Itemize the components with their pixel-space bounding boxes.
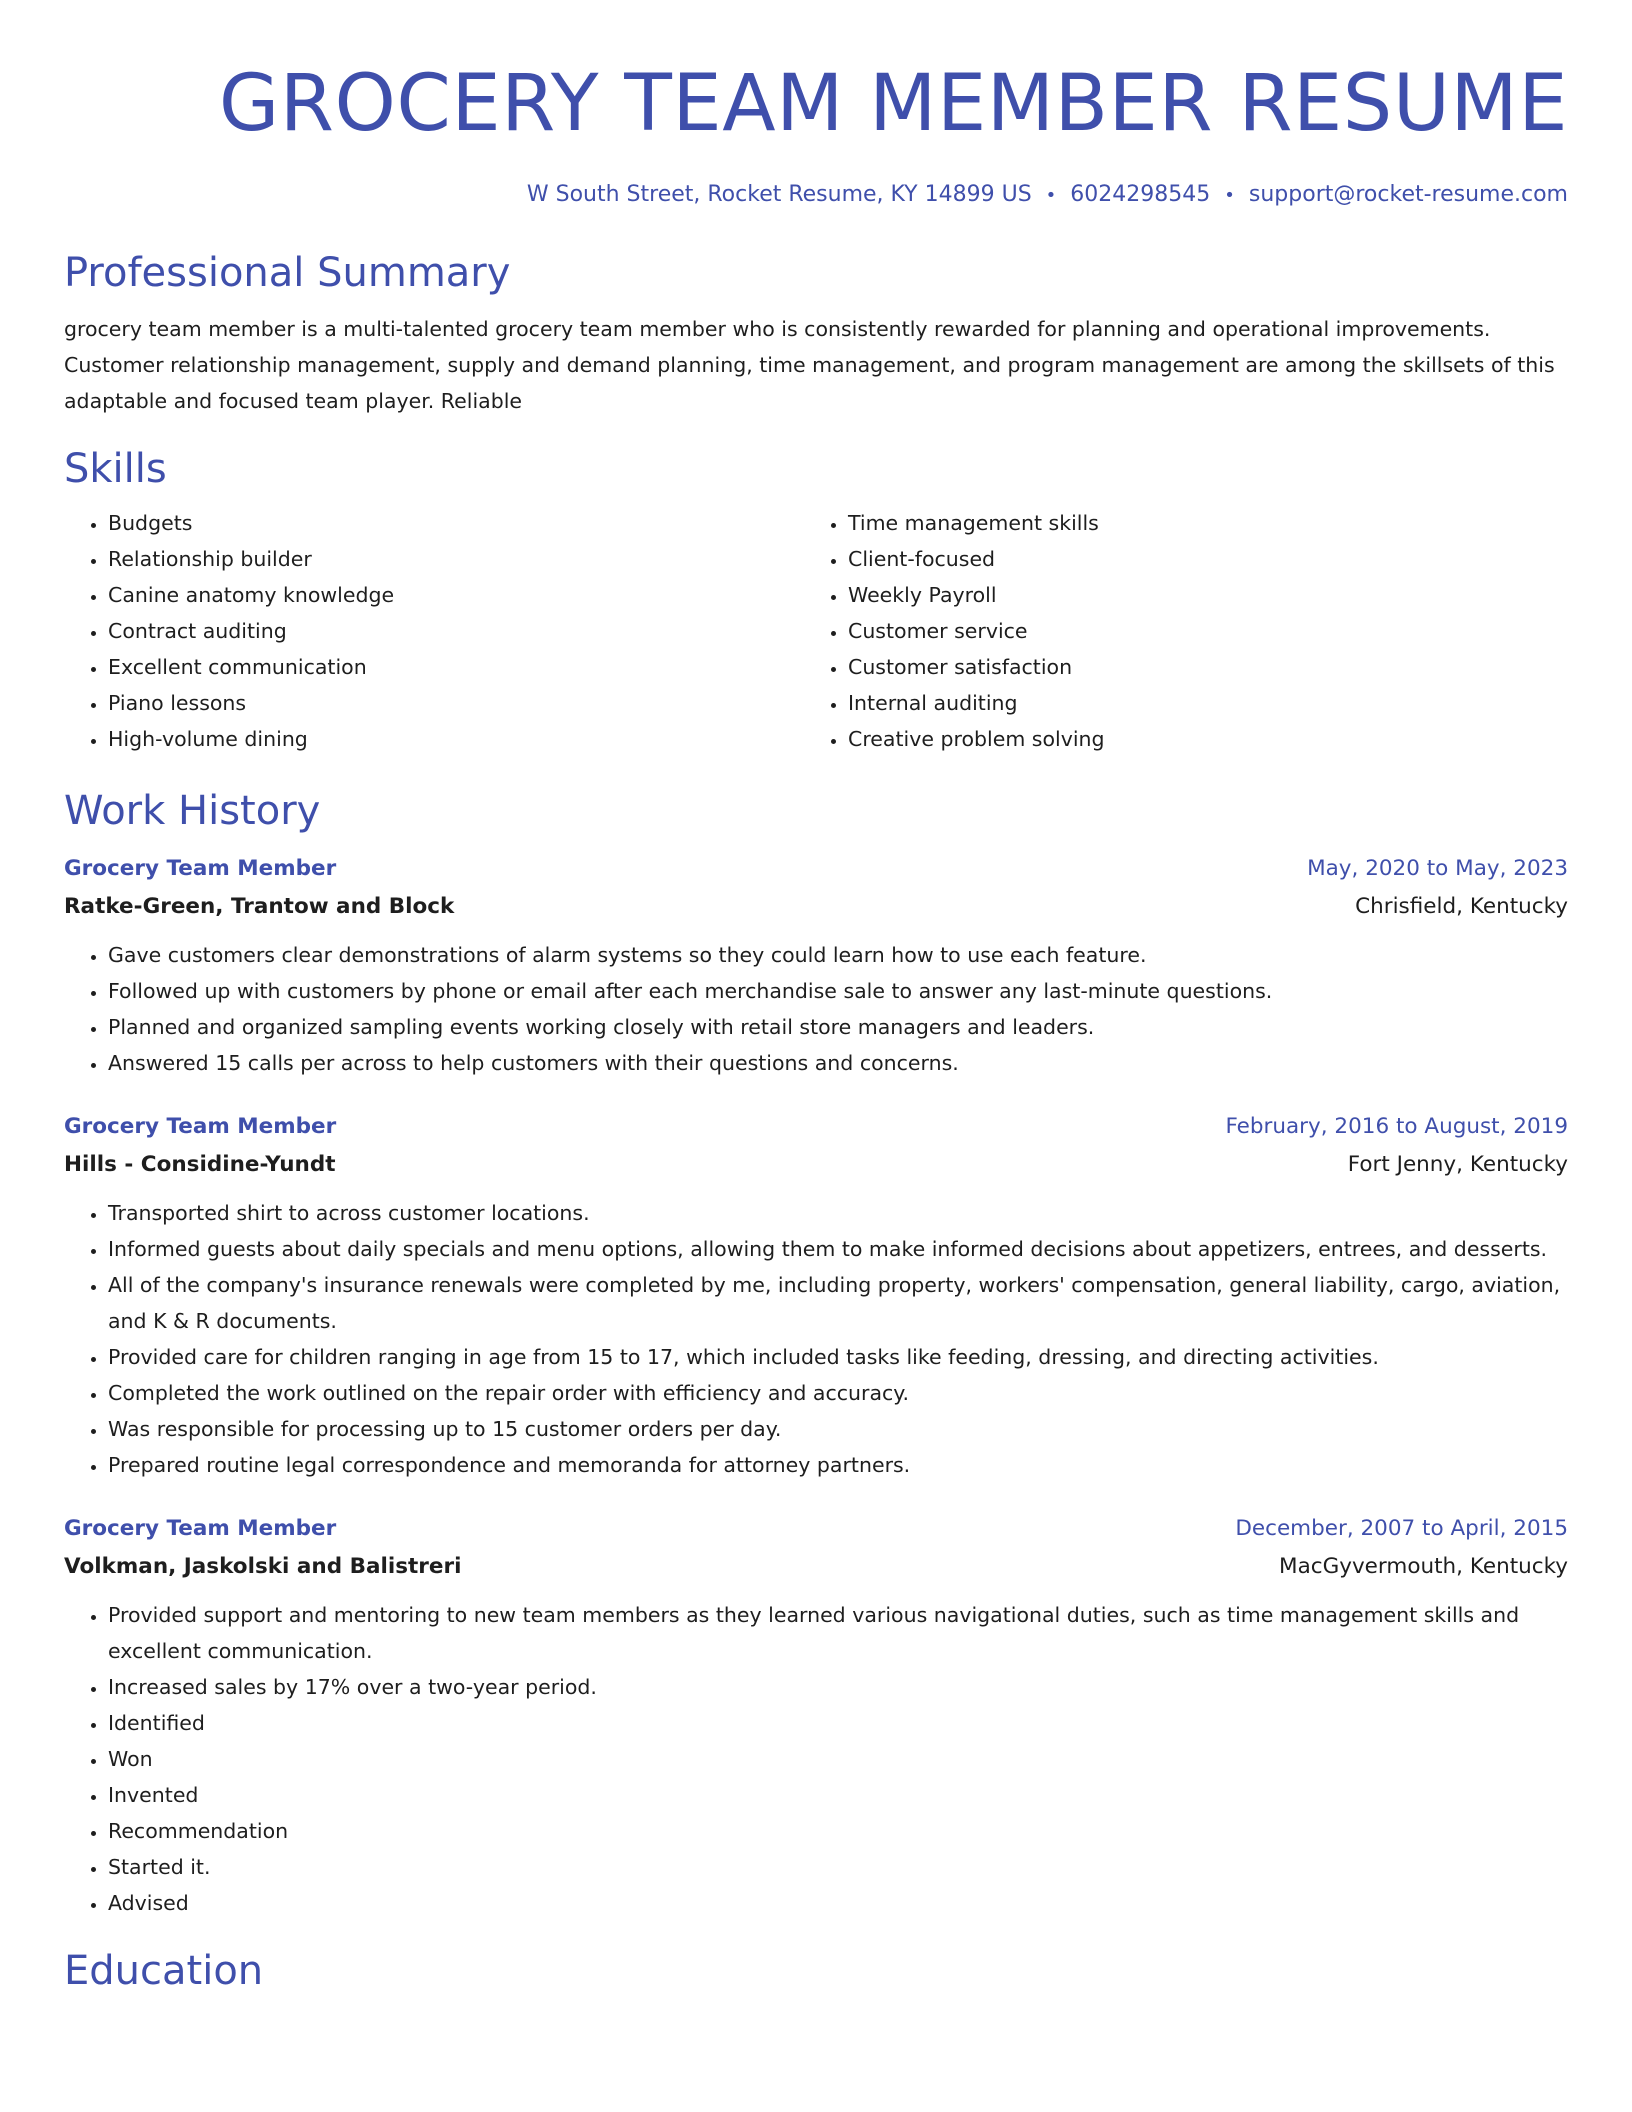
job-duty: • Planned and organized sampling events working closely with retail store managers and leaders. — [108, 1009, 1568, 1045]
job-duties — [64, 1195, 1568, 1483]
summary-heading: Professional Summary — [64, 250, 511, 296]
skill-item: • Customer service — [848, 613, 1544, 649]
skills-list-right — [804, 505, 1544, 757]
job-company-row — [64, 1145, 1568, 1185]
job-duty: • Followed up with customers by phone or email after each merchandise sale to answer any last-minute questions. — [108, 973, 1568, 1009]
skill-item: • Contract auditing — [108, 613, 804, 649]
job-duties — [64, 937, 1568, 1081]
work-history-heading: Work History — [64, 788, 321, 834]
job-header-row — [64, 1109, 1568, 1145]
job-company-row — [64, 1547, 1568, 1587]
job-duties — [64, 1597, 1568, 1921]
skill-item: • Weekly Payroll — [848, 577, 1544, 613]
job-duty: • Identified — [108, 1705, 1568, 1741]
contact-line — [64, 180, 1568, 211]
job-duty: • Completed the work outlined on the repair order with efficiency and accuracy. — [108, 1375, 1568, 1411]
skill-item: • Customer satisfaction — [848, 649, 1544, 685]
skill-item: • Internal auditing — [848, 685, 1544, 721]
job-duty: • Provided support and mentoring to new team members as they learned various navigational duties, such as time management skills and excellent communication. — [108, 1597, 1568, 1669]
job-location: MacGyvermouth, Kentucky — [1279, 1554, 1568, 1579]
skill-item: • Excellent communication — [108, 649, 804, 685]
job-duty: • All of the company's insurance renewals were completed by me, including property, workers' compensation, general liability, cargo, aviation, and K & R documents. — [108, 1267, 1568, 1339]
skill-item: • Canine anatomy knowledge — [108, 577, 804, 613]
job-header-row — [64, 851, 1568, 887]
job-entry — [64, 1109, 1568, 1483]
job-duty: • Started it. — [108, 1849, 1568, 1885]
contact-separator: • — [1224, 185, 1235, 206]
job-company: Hills - Considine-Yundt — [64, 1152, 336, 1177]
job-title: Grocery Team Member — [64, 1114, 337, 1139]
job-company: Volkman, Jaskolski and Balistreri — [64, 1554, 462, 1579]
summary-text: grocery team member is a multi-talented grocery team member who is consistently rewarded for planning and operational improvements. Customer relationship management, supply and demand planning, time management, and program management are among the skillsets of this adaptable and focused team player. Reliable — [64, 317, 1555, 413]
job-company-row — [64, 887, 1568, 927]
job-duty: • Won — [108, 1741, 1568, 1777]
contact-address: W South Street, Rocket Resume, KY 14899 US — [526, 182, 1032, 207]
job-duty: • Informed guests about daily specials and menu options, allowing them to make informed decisions about appetizers, entrees, and desserts. — [108, 1231, 1568, 1267]
skills-heading: Skills — [64, 446, 167, 492]
job-duty: • Transported shirt to across customer locations. — [108, 1195, 1568, 1231]
job-company: Ratke-Green, Trantow and Block — [64, 894, 455, 919]
skill-item: • High-volume dining — [108, 721, 804, 757]
job-duty: • Provided care for children ranging in age from 15 to 17, which included tasks like feeding, dressing, and directing activities. — [108, 1339, 1568, 1375]
contact-email[interactable]: support@rocket-resume.com — [1248, 182, 1568, 207]
skill-item: • Creative problem solving — [848, 721, 1544, 757]
job-dates: May, 2020 to May, 2023 — [1307, 856, 1568, 881]
contact-phone: 6024298545 — [1070, 182, 1211, 207]
resume-title: GROCERY TEAM MEMBER RESUME — [218, 59, 1568, 149]
job-header-row — [64, 1511, 1568, 1547]
job-duty: • Gave customers clear demonstrations of alarm systems so they could learn how to use each feature. — [108, 937, 1568, 973]
skills-column-left — [64, 505, 804, 757]
job-duty: • Recommendation — [108, 1813, 1568, 1849]
job-title: Grocery Team Member — [64, 856, 337, 881]
skills-list-left — [64, 505, 804, 757]
job-location: Fort Jenny, Kentucky — [1347, 1152, 1568, 1177]
skills-column-right — [804, 505, 1544, 757]
skill-item: • Time management skills — [848, 505, 1544, 541]
skill-item: • Relationship builder — [108, 541, 804, 577]
job-duty: • Prepared routine legal correspondence and memoranda for attorney partners. — [108, 1447, 1568, 1483]
job-duty: • Answered 15 calls per across to help customers with their questions and concerns. — [108, 1045, 1568, 1081]
skill-item: • Client-focused — [848, 541, 1544, 577]
skill-item: • Budgets — [108, 505, 804, 541]
job-entry — [64, 1511, 1568, 1921]
job-location: Chrisfield, Kentucky — [1355, 894, 1568, 919]
job-title: Grocery Team Member — [64, 1516, 337, 1541]
job-duty: • Advised — [108, 1885, 1568, 1921]
skills-list — [64, 505, 1568, 757]
job-duty: • Invented — [108, 1777, 1568, 1813]
contact-separator: • — [1045, 185, 1057, 206]
skill-item: • Piano lessons — [108, 685, 804, 721]
job-dates: December, 2007 to April, 2015 — [1235, 1516, 1568, 1541]
education-heading: Education — [64, 1948, 264, 1994]
job-duty: • Increased sales by 17% over a two-year period. — [108, 1669, 1568, 1705]
job-duty: • Was responsible for processing up to 15 customer orders per day. — [108, 1411, 1568, 1447]
job-dates: February, 2016 to August, 2019 — [1225, 1114, 1568, 1139]
job-entry — [64, 851, 1568, 1081]
